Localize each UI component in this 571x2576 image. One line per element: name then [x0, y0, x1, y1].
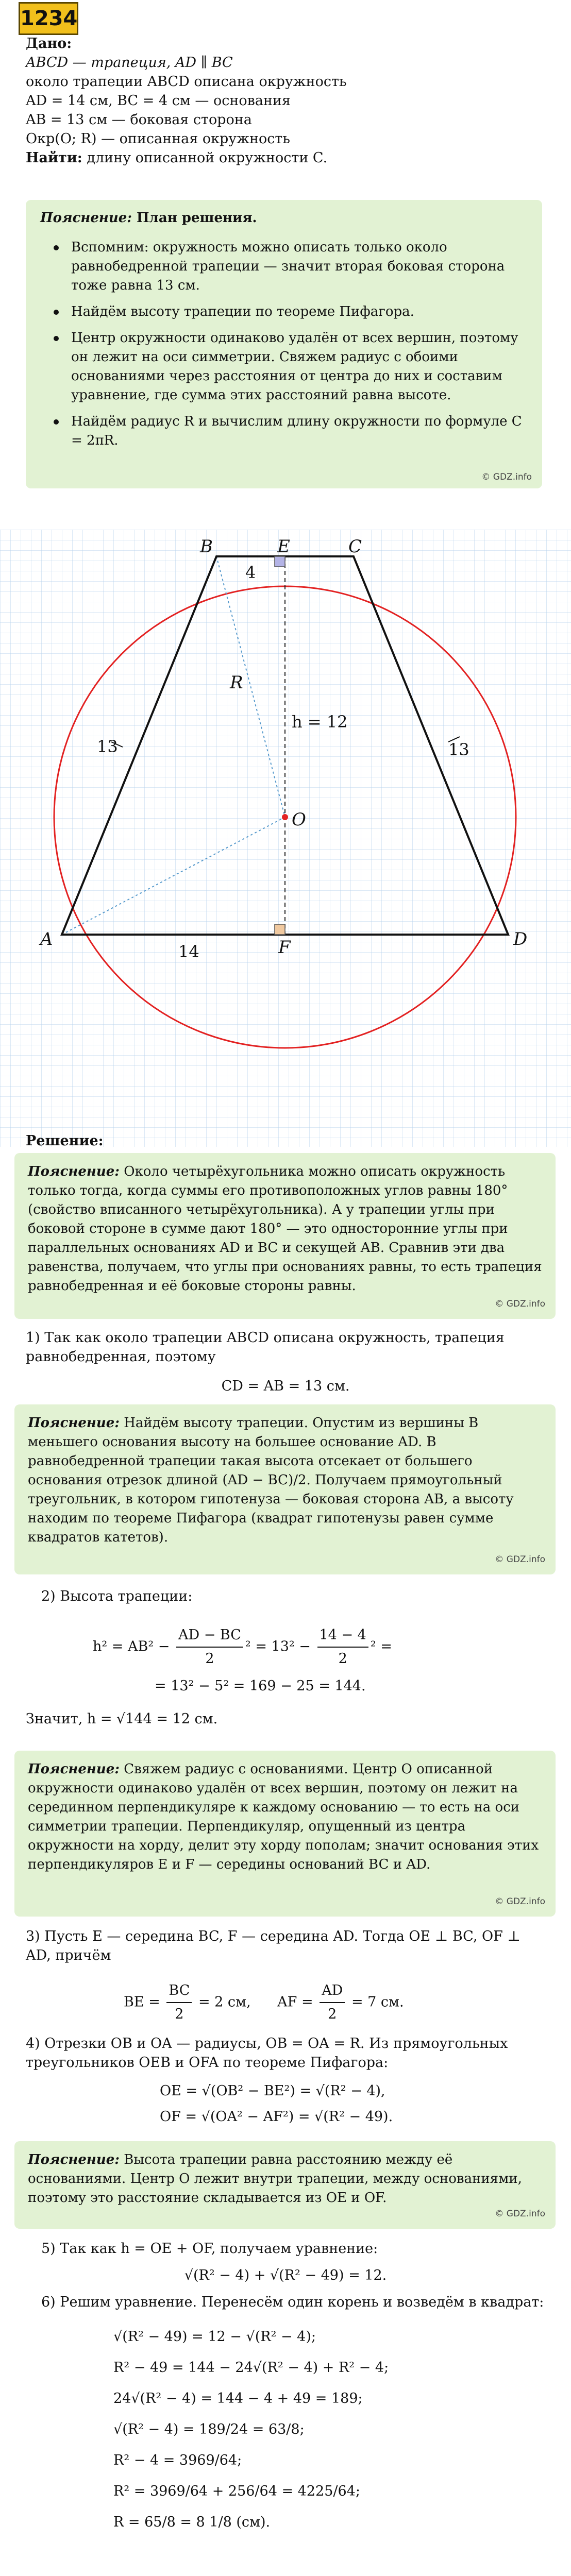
plan-title: [40, 210, 257, 226]
right-angle-f: [275, 924, 285, 935]
trapezoid-figure: [0, 530, 571, 1147]
step-5: 5) Так как h = OE + OF, получаем уравнение:: [41, 2241, 378, 2257]
equation-line: R² = 3969/64 + 256/64 = 4225/64;: [113, 2483, 360, 2499]
step-3-eq-d: = 7 см.: [351, 1994, 404, 2010]
find-label: Найти:: [26, 150, 82, 166]
step-2-eq-d: = 13² − 5² = 169 − 25 = 144.: [155, 1678, 366, 1694]
step-4-eq-2: OF = √(OA² − AF²) = √(R² − 49).: [160, 2109, 393, 2125]
explanation-lead: Пояснение:: [28, 1761, 120, 1777]
step-6: 6) Решим уравнение. Перенесём один корень и возведём в квадрат:: [41, 2294, 544, 2310]
explanation-box: [14, 1153, 556, 1319]
plan-item: Найдём радиус R и вычислим длину окружности по формуле C = 2πR.: [40, 412, 530, 450]
given-row: около трапеции ABCD описана окружность: [26, 74, 347, 90]
point-d: D: [513, 929, 528, 950]
find-row: [26, 148, 347, 167]
step-1-eq: CD = AB = 13 см.: [221, 1378, 350, 1394]
label-be: 4: [245, 563, 256, 582]
point-o: O: [292, 809, 306, 830]
watermark: © GDZ.info: [495, 2209, 545, 2219]
explanation-text: [28, 1760, 543, 1874]
center-o-dot: [282, 814, 288, 820]
explanation-body: Свяжем радиус с основаниями. Центр O описанной окружности одинаково удалён от всех вершин, поэтому он лежит на серединном перпендикуляре к каждому основанию — то есть на оси симметрии трапеции. Перпендикуляр, опущенный из центра окружности на хорду, делит эту хорду пополам; значит основания этих перпендикуляров E и F — середины оснований BC и AD.: [28, 1761, 539, 1872]
plan-list: [40, 238, 530, 457]
fraction: $\frac{AD - BC}{2}$: [176, 1624, 243, 1670]
plan-item: Вспомним: окружность можно описать только около равнобедренной трапеции — значит вторая боковая сторона тоже равна 13 см.: [40, 238, 530, 295]
step-2-result: Значит, h = √144 = 12 см.: [26, 1711, 218, 1727]
label-cd: 13: [448, 740, 469, 759]
plan-item: Центр окружности одинаково удалён от всех вершин, поэтому он лежит на оси симметрии. Свяжем радиус с обоими основаниями через расстояния от центра до них и составим уравнение, где сумма этих расстояний равна высоте.: [40, 329, 530, 405]
explanation-lead: Пояснение:: [28, 1415, 120, 1431]
watermark: © GDZ.info: [495, 1896, 545, 1907]
explanation-lead: Пояснение:: [28, 1164, 120, 1179]
step-2-eq-b: = 13² −: [255, 1638, 311, 1655]
step-2-eq-c: =: [380, 1638, 392, 1655]
plan-box: [26, 200, 542, 488]
equation-line: R² − 49 = 144 − 24√(R² − 4) + R² − 4;: [113, 2360, 389, 2376]
step-3-eq-a: BE =: [124, 1994, 160, 2010]
given-row: AD = 14 см, BC = 4 см — основания: [26, 93, 291, 109]
given-row: AB = 13 см — боковая сторона: [26, 112, 252, 128]
step-4-eq-1: OE = √(OB² − BE²) = √(R² − 4),: [160, 2083, 385, 2099]
equation-line: R² − 4 = 3969/64;: [113, 2452, 242, 2468]
explanation-lead: Пояснение:: [28, 2152, 120, 2167]
fraction: $\frac{AD}{2}$: [320, 1979, 345, 2026]
given-title: Дано:: [26, 36, 72, 52]
given-row: Окр(O; R) — описанная окружность: [26, 131, 290, 147]
step-3-eq: [124, 1979, 404, 2026]
step-4: 4) Отрезки OB и OA — радиусы, OB = OA = R. Из прямоугольных треугольников OEB и OFA по теореме Пифагора:: [26, 2036, 508, 2071]
explanation-body: Найдём высоту трапеции. Опустим из вершины B меньшего основания высоту на большее основание AD. В равнобедренной трапеции такая высота отсекает от большего основания отрезок длиной (AD − BC)/2. Получаем прямоугольный треугольник, в котором гипотенуза — боковая сторона AB, а высоту находим по теореме Пифагора (квадрат гипотенузы равен сумме квадратов катетов).: [28, 1415, 514, 1545]
watermark: © GDZ.info: [495, 1299, 545, 1309]
explanation-box: [14, 2141, 556, 2229]
exercise-number: 1234: [19, 2, 78, 35]
step-5-eq: √(R² − 4) + √(R² − 49) = 12.: [184, 2267, 387, 2283]
step-2-eq: h² = AB² − $\frac{AD - BC}{2}$ ² = 13² − $\frac{14 - 4}{2}$ ² =: [93, 1624, 557, 1670]
point-a: A: [40, 929, 53, 950]
fraction: $\frac{14 - 4}{2}$: [317, 1624, 368, 1670]
plan-item: Найдём высоту трапеции по теореме Пифагора.: [40, 302, 530, 321]
given-row: ABCD — трапеция, AD ∥ BC: [26, 55, 233, 71]
step-3: 3) Пусть E — середина BC, F — середина AD. Тогда OE ⊥ BC, OF ⊥ AD, причём: [26, 1928, 520, 1963]
label-ab: 13: [97, 737, 118, 756]
watermark: © GDZ.info: [481, 472, 532, 482]
explanation-body: Около четырёхугольника можно описать окружность только тогда, когда суммы его противоположных углов равны 180° (свойство вписанного четырёхугольника). А у трапеции углы при боковой стороне в сумме дают 180° — это односторонние углы при параллельных основаниях AD и BC и секущей AB. Сравнив эти два равенства, получаем, что углы при основаниях равны, то есть трапеция равнобедренная и её боковые стороны равны.: [28, 1164, 542, 1294]
solution-title: Решение:: [26, 1133, 104, 1149]
step-2-eq-a: h² = AB² −: [93, 1638, 170, 1655]
point-e: E: [277, 536, 290, 557]
plan-heading: План решения.: [131, 210, 257, 226]
label-r: R: [230, 672, 243, 693]
equation-line: 24√(R² − 4) = 144 − 4 + 49 = 189;: [113, 2391, 363, 2406]
step-1: 1) Так как около трапеции ABCD описана окружность, трапеция равнобедренная, поэтому: [26, 1330, 505, 1365]
right-angle-e: [275, 556, 285, 567]
step-2: 2) Высота трапеции:: [41, 1588, 193, 1604]
point-b: B: [200, 536, 213, 557]
label-h: h = 12: [292, 712, 348, 732]
explanation-box: [14, 1404, 556, 1574]
equation-line: √(R² − 49) = 12 − √(R² − 4);: [113, 2329, 316, 2345]
step-3-eq-b: = 2 см,: [198, 1994, 251, 2010]
explanation-body: Высота трапеции равна расстоянию между её основаниями. Центр O лежит внутри трапеции, между основаниями, поэтому это расстояние складывается из OE и OF.: [28, 2152, 522, 2206]
explanation-text: [28, 2150, 543, 2208]
watermark: © GDZ.info: [495, 1554, 545, 1565]
step-6-lines: [113, 2321, 389, 2538]
equation-line: √(R² − 4) = 189/24 = 63/8;: [113, 2421, 305, 2437]
label-af: 14: [178, 942, 199, 961]
given-block: [26, 34, 347, 167]
fraction: $\frac{BC}{2}$: [166, 1979, 192, 2026]
equation-line: R = 65/8 = 8 1/8 (см).: [113, 2514, 271, 2530]
explanation-box: [14, 1751, 556, 1917]
point-c: C: [348, 536, 362, 557]
find-text: длину описанной окружности C.: [82, 150, 328, 166]
point-f: F: [278, 937, 291, 958]
explanation-text: [28, 1414, 543, 1547]
plan-label: Пояснение:: [40, 210, 132, 226]
explanation-text: [28, 1162, 543, 1296]
step-3-eq-c: AF =: [277, 1994, 313, 2010]
